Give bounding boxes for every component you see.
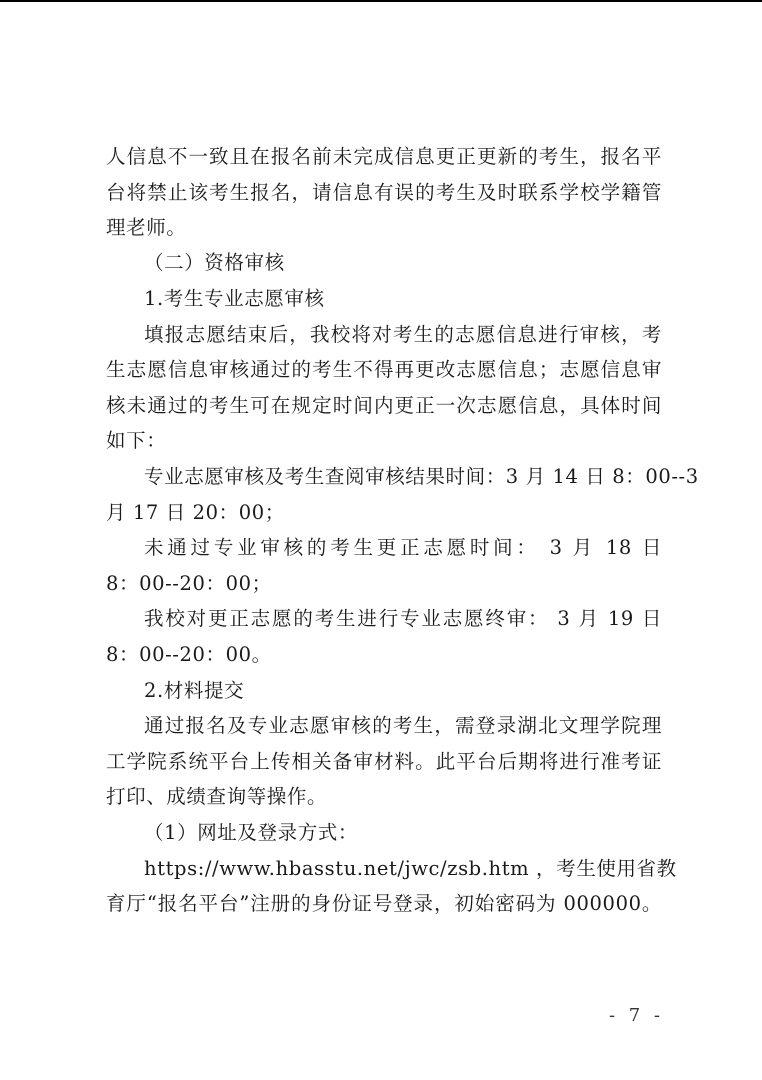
page-number: - 7 -: [608, 1005, 664, 1026]
paragraph-line: 如下：: [106, 429, 167, 452]
paragraph-line: 生志愿信息审核通过的考生不得再更改志愿信息；志愿信息审: [106, 358, 662, 381]
paragraph-line: 打印、成绩查询等操作。: [106, 785, 328, 808]
schedule-line: 月 17 日 20：00；: [106, 501, 285, 524]
schedule-line: 未通过专业审核的考生更正志愿时间： 3 月 18 日: [144, 536, 662, 559]
paragraph-line: 填报志愿结束后，我校将对考生的志愿信息进行审核，考: [144, 323, 662, 346]
paragraph-line: 台将禁止该考生报名，请信息有误的考生及时联系学校学籍管: [106, 181, 662, 204]
paragraph-line: 核未通过的考生可在规定时间内更正一次志愿信息，具体时间: [106, 394, 662, 417]
schedule-line: 我校对更正志愿的考生进行专业志愿终审： 3 月 19 日: [144, 607, 662, 630]
section-heading: （二）资格审核: [144, 251, 285, 274]
schedule-line: 8：00--20：00。: [106, 643, 272, 666]
subsection-heading: 2.材料提交: [144, 679, 245, 702]
url-line: https://www.hbasstu.net/jwc/zsb.htm ，考生使用省教: [144, 857, 677, 880]
paragraph-line: 通过报名及专业志愿审核的考生，需登录湖北文理学院理: [144, 714, 662, 737]
schedule-line: 8：00--20：00；: [106, 572, 272, 595]
subsection-heading: 1.考生专业志愿审核: [144, 287, 325, 310]
paragraph-line: 育厅“报名平台”注册的身份证号登录，初始密码为 000000。: [106, 892, 662, 915]
schedule-line: 专业志愿审核及考生查阅审核结果时间：3 月 14 日 8：00--3: [144, 465, 699, 488]
paragraph-line: 人信息不一致且在报名前未完成信息更正更新的考生，报名平: [106, 145, 662, 168]
paragraph-line: 理老师。: [106, 216, 187, 239]
subsection-heading: （1）网址及登录方式：: [144, 821, 359, 844]
paragraph-line: 工学院系统平台上传相关备审材料。此平台后期将进行准考证: [106, 750, 662, 773]
